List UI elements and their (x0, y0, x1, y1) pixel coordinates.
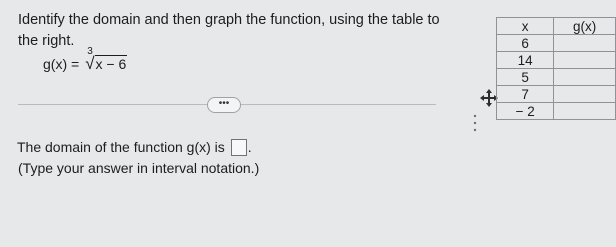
table-row (497, 35, 616, 52)
table-cell-gx[interactable] (554, 69, 616, 86)
table-cell-x: 5 (497, 69, 554, 86)
table-cell-x: 7 (497, 86, 554, 103)
table-cell-gx[interactable] (554, 35, 616, 52)
domain-answer-input[interactable] (231, 139, 247, 156)
table-row (497, 69, 616, 86)
table-cell-gx[interactable] (554, 86, 616, 103)
column-header-x: x (497, 18, 554, 35)
answer-hint: (Type your answer in interval notation.) (18, 160, 260, 176)
table-row (497, 52, 616, 69)
domain-answer-line (17, 137, 252, 157)
answer-prefix: The domain of the function g(x) is (17, 139, 225, 155)
table-header-row (497, 18, 616, 35)
cube-root (83, 46, 127, 73)
table-cell-x: 6 (497, 35, 554, 52)
radical-sign-icon: √ (85, 54, 95, 73)
value-table (496, 17, 616, 120)
table-cell-gx[interactable] (554, 52, 616, 69)
table-cell-x: 14 (497, 52, 554, 69)
table-row (497, 103, 616, 120)
question-prompt: Identify the domain and then graph the function, using the table to the right. (18, 12, 440, 49)
table-row (497, 86, 616, 103)
function-lhs: g(x) = (43, 56, 80, 72)
more-options-button[interactable]: ••• (207, 97, 241, 113)
radicand: x − 6 (95, 56, 127, 72)
function-expression (43, 46, 127, 73)
column-header-gx: g(x) (554, 18, 616, 35)
answer-suffix: . (247, 139, 252, 155)
table-cell-x: − 2 (497, 103, 554, 120)
radical-index: 3 (87, 46, 93, 57)
table-cell-gx[interactable] (554, 103, 616, 120)
drag-handle-icon[interactable] (473, 112, 477, 134)
